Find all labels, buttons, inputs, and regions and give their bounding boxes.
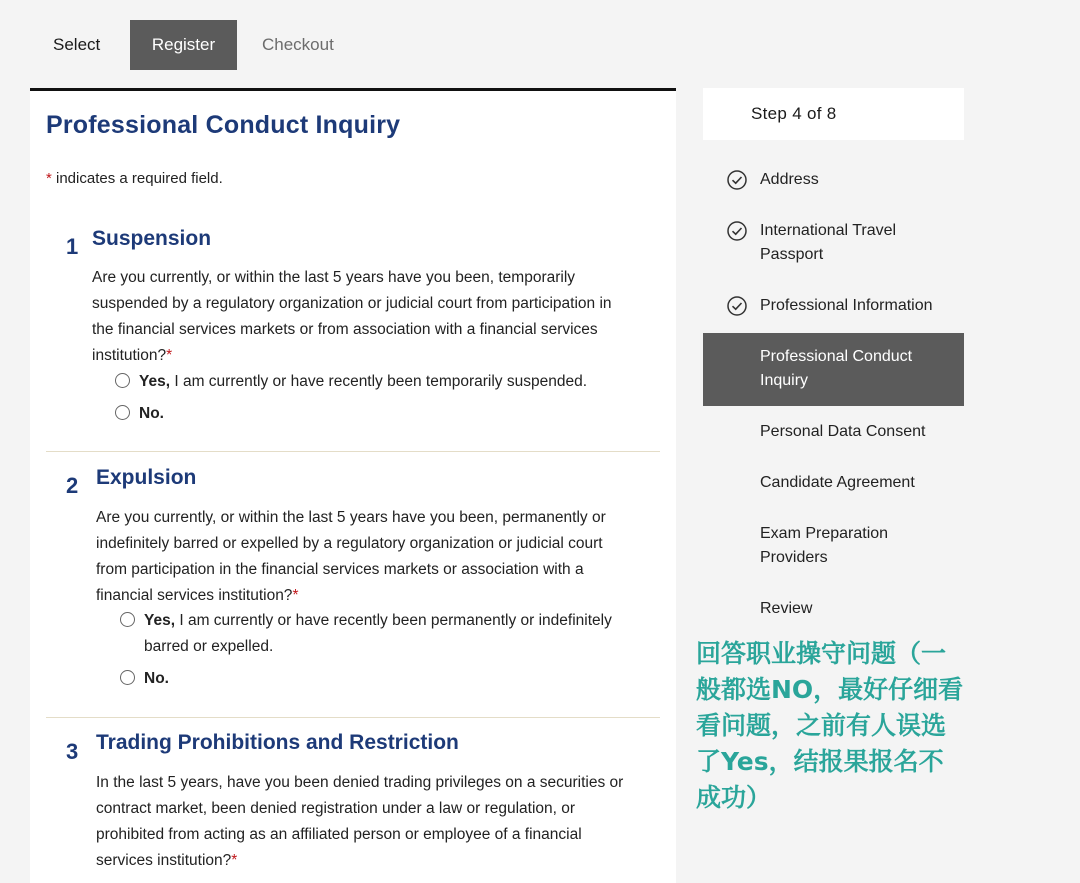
question-number: 1	[66, 234, 79, 259]
question-text-line: Are you currently, or within the last 5 years have you been, temporarily	[92, 269, 576, 286]
step-review[interactable]	[703, 597, 964, 621]
option-yes-text: I am currently or have recently been permanently or indefinitely	[175, 612, 612, 629]
question-title-suspension: Suspension	[92, 227, 212, 250]
step-professional-conduct-inquiry[interactable]	[703, 333, 964, 406]
question-text-end: financial services institution?	[96, 587, 293, 604]
question-text-line: suspended by a regulatory organization or judicial court from participation in	[92, 295, 612, 312]
question-title-expulsion: Expulsion	[96, 466, 197, 489]
section-divider	[46, 451, 660, 452]
question-text-trading-prohibitions	[96, 770, 623, 874]
section-divider	[46, 717, 660, 718]
step-label-line: Inquiry	[760, 372, 809, 389]
annotation-line: 了Yes，结报果报名不	[696, 747, 944, 776]
required-star: *	[231, 852, 238, 869]
option-no-label: No.	[144, 670, 169, 687]
annotation-line: 般都选NO，最好仔细看	[696, 675, 964, 704]
required-star: *	[292, 587, 299, 604]
step-label: Candidate Agreement	[760, 474, 915, 491]
required-field-note	[46, 170, 223, 187]
radio-option-yes-suspension[interactable]	[115, 369, 587, 395]
checkout-progress-tabs	[0, 0, 680, 88]
radio-button[interactable]	[120, 612, 135, 627]
option-yes-bold: Yes,	[139, 373, 171, 390]
circle-check-icon	[727, 170, 747, 190]
question-number: 3	[66, 739, 79, 764]
question-text-line: the financial services markets or from association with a financial services	[92, 321, 598, 338]
required-note-text: indicates a required field.	[51, 170, 223, 187]
radio-option-no-suspension[interactable]	[115, 401, 164, 427]
question-text-line	[92, 343, 612, 369]
radio-button[interactable]	[115, 405, 130, 420]
step-professional-information[interactable]	[703, 294, 964, 318]
required-star: *	[46, 170, 52, 187]
option-yes-text-continued: barred or expelled.	[144, 638, 274, 655]
question-text-line	[96, 848, 623, 874]
question-text-line: indefinitely barred or expelled by a regulatory organization or judicial court	[96, 535, 603, 552]
conduct-inquiry-form	[30, 88, 676, 883]
question-text-line: Are you currently, or within the last 5 years have you been, permanently or	[96, 509, 606, 526]
option-yes-bold: Yes,	[144, 612, 176, 629]
tab-checkout[interactable]: Checkout	[262, 35, 334, 54]
annotation-line: 成功）	[696, 783, 772, 812]
question-text-line: In the last 5 years, have you been denied trading privileges on a securities or	[96, 774, 624, 791]
radio-option-no-expulsion[interactable]	[120, 666, 169, 692]
question-title-trading-prohibitions: Trading Prohibitions and Restriction	[96, 731, 459, 754]
step-label	[760, 522, 960, 570]
step-international-travel-passport[interactable]	[703, 219, 964, 267]
step-label: Address	[760, 171, 819, 188]
step-label: Personal Data Consent	[760, 423, 926, 440]
step-label-line: Passport	[760, 246, 824, 263]
radio-button[interactable]	[115, 373, 130, 388]
question-text-suspension	[92, 265, 612, 369]
tab-select[interactable]: Select	[53, 35, 101, 54]
step-label	[760, 345, 960, 393]
circle-check-icon	[727, 221, 747, 241]
page-title: Professional Conduct Inquiry	[46, 111, 401, 139]
question-text-line: contract market, been denied registration under a law or regulation, or	[96, 800, 576, 817]
step-label-line: Professional Conduct	[760, 348, 913, 365]
step-label-line: International Travel	[760, 222, 897, 239]
question-text-line: prohibited from acting as an affiliated person or employee of a financial	[96, 826, 582, 843]
step-label	[760, 219, 960, 267]
question-number: 2	[66, 473, 79, 498]
step-address[interactable]	[703, 168, 964, 192]
option-no-label: No.	[139, 405, 164, 422]
annotation-line: 看问题，之前有人误选	[696, 711, 947, 740]
radio-button[interactable]	[120, 670, 135, 685]
step-personal-data-consent[interactable]	[703, 420, 964, 444]
radio-option-yes-expulsion[interactable]	[120, 608, 612, 660]
question-text-line	[96, 583, 606, 609]
step-indicator	[703, 88, 964, 140]
required-star: *	[166, 347, 173, 364]
question-text-end: services institution?	[96, 852, 232, 869]
step-label: Professional Information	[760, 297, 933, 314]
circle-check-icon	[727, 296, 747, 316]
question-text-end: institution?	[92, 347, 167, 364]
question-text-expulsion	[96, 505, 606, 609]
step-exam-preparation-providers[interactable]	[703, 522, 964, 570]
step-counter: Step 4 of 8	[751, 104, 837, 123]
question-text-line: from participation in the financial services markets or association with a	[96, 561, 584, 578]
step-label: Review	[760, 600, 813, 617]
option-yes-text: I am currently or have recently been temporarily suspended.	[170, 373, 588, 390]
step-label-line: Exam Preparation	[760, 525, 889, 542]
annotation-note	[696, 636, 996, 816]
annotation-line: 回答职业操守问题（一	[696, 639, 947, 668]
step-label-line: Providers	[760, 549, 828, 566]
step-candidate-agreement[interactable]	[703, 471, 964, 495]
tab-register[interactable]: Register	[130, 20, 237, 70]
